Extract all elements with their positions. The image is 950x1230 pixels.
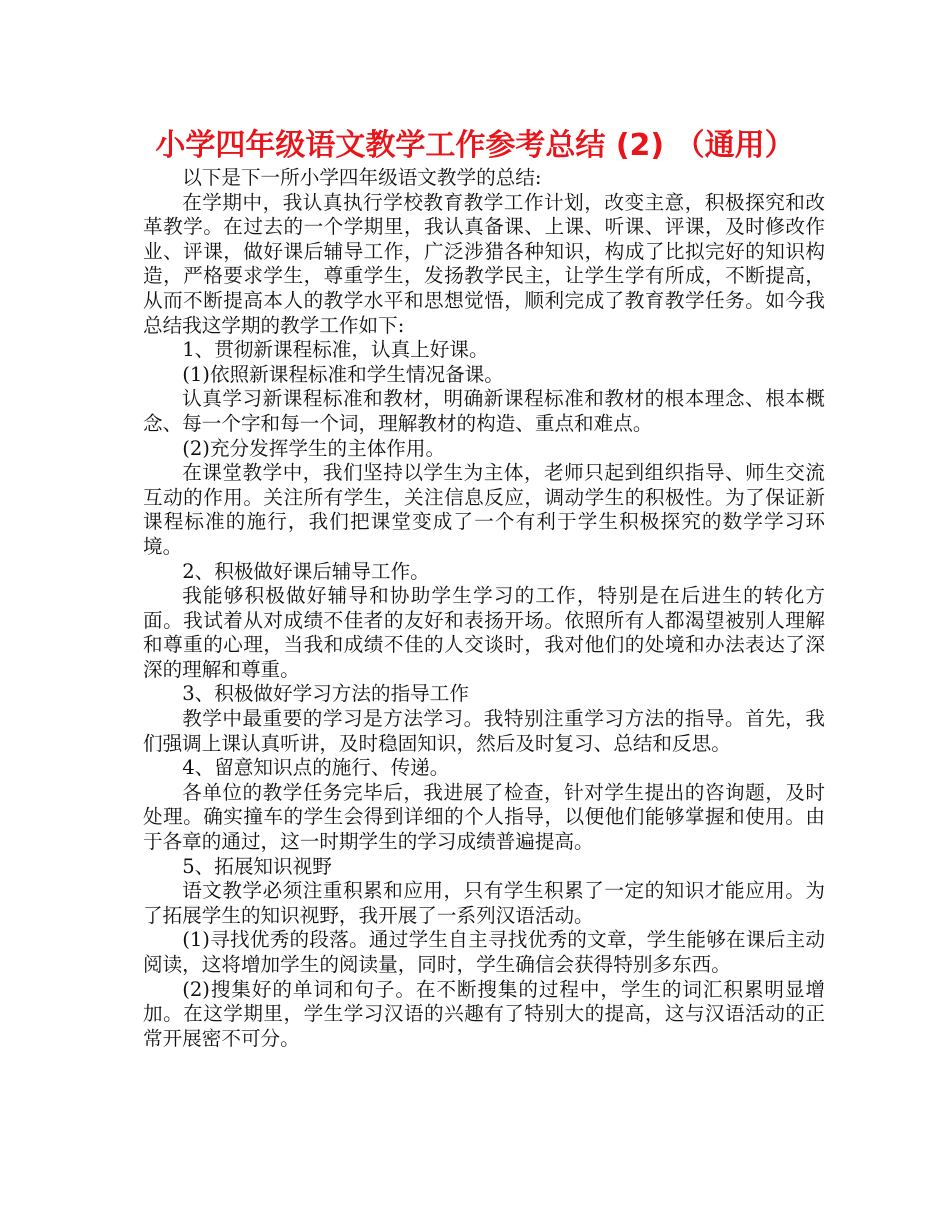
- paragraph: 教学中最重要的学习是方法学习。我特别注重学习方法的指导。首先，我们强调上课认真听讲，及时稳固知识，然后及时复习、总结和反思。: [143, 707, 825, 755]
- section-heading-1: 1、贯彻新课程标准，认真上好课。: [182, 338, 489, 362]
- paragraph-intro: 以下是下一所小学四年级语文教学的总结:: [182, 166, 542, 189]
- paragraph: 认真学习新课程标准和教材，明确新课程标准和教材的根本理念、根本概念、每一个字和每一个词，理解教材的构造、重点和难点。: [143, 387, 825, 435]
- subheading-1-1: (1)依照新课程标准和学生情况备课。: [182, 362, 504, 386]
- paragraph: 语文教学必须注重积累和应用，只有学生积累了一定的知识才能应用。为了拓展学生的知识视野，我开展了一系列汉语活动。: [143, 879, 825, 927]
- paragraph: 我能够积极做好辅导和协助学生学习的工作，特别是在后进生的转化方面。我试着从对成绩不佳者的友好和表扬开场。依照所有人都渴望被别人理解和尊重的心理，当我和成绩不佳的人交谈时，我对他们的处境和办法表达了深深的理解和尊重。: [143, 584, 825, 681]
- section-heading-4: 4、留意知识点的施行、传递。: [182, 756, 450, 780]
- subheading-1-2: (2)充分发挥学生的主体作用。: [182, 436, 446, 460]
- document-body: [143, 166, 825, 1051]
- paragraph-item-1: (1)寻找优秀的段落。通过学生自主寻找优秀的文章，学生能够在课后主动阅读，这将增加学生的阅读量，同时，学生确信会获得特别多东西。: [143, 928, 825, 976]
- paragraph: 各单位的教学任务完毕后，我进展了检查，针对学生提出的咨询题，及时处理。确实撞车的学生会得到详细的个人指导，以便他们能够掌握和使用。由于各章的通过，这一时期学生的学习成绩普遍提高。: [143, 780, 825, 854]
- paragraph-overview: 在学期中，我认真执行学校教育教学工作计划，改变主意，积极探究和改革教学。在过去的一个学期里，我认真备课、上课、听课、评课，及时修改作业、评课，做好课后辅导工作，广泛涉猎各种知识，构成了比拟完好的知识构造，严格要求学生，尊重学生，发扬教学民主，让学生学有所成，不断提高，从而不断提高本人的教学水平和思想觉悟，顺利完成了教育教学任务。如今我总结我这学期的教学工作如下:: [143, 190, 825, 337]
- paragraph-item-2: (2)搜集好的单词和句子。在不断搜集的过程中，学生的词汇积累明显增加。在这学期里，学生学习汉语的兴趣有了特别大的提高，这与汉语活动的正常开展密不可分。: [143, 977, 825, 1050]
- section-heading-3: 3、积极做好学习方法的指导工作: [182, 682, 469, 706]
- paragraph: 在课堂教学中，我们坚持以学生为主体，老师只起到组织指导、师生交流互动的作用。关注所有学生，关注信息反应，调动学生的积极性。为了保证新课程标准的施行，我们把课堂变成了一个有利于学生积极探究的数学学习环境。: [143, 461, 825, 558]
- section-heading-5: 5、拓展知识视野: [182, 854, 332, 878]
- document-title: 小学四年级语文教学工作参考总结 (2) （通用）: [155, 128, 795, 163]
- section-heading-2: 2、积极做好课后辅导工作。: [182, 559, 430, 583]
